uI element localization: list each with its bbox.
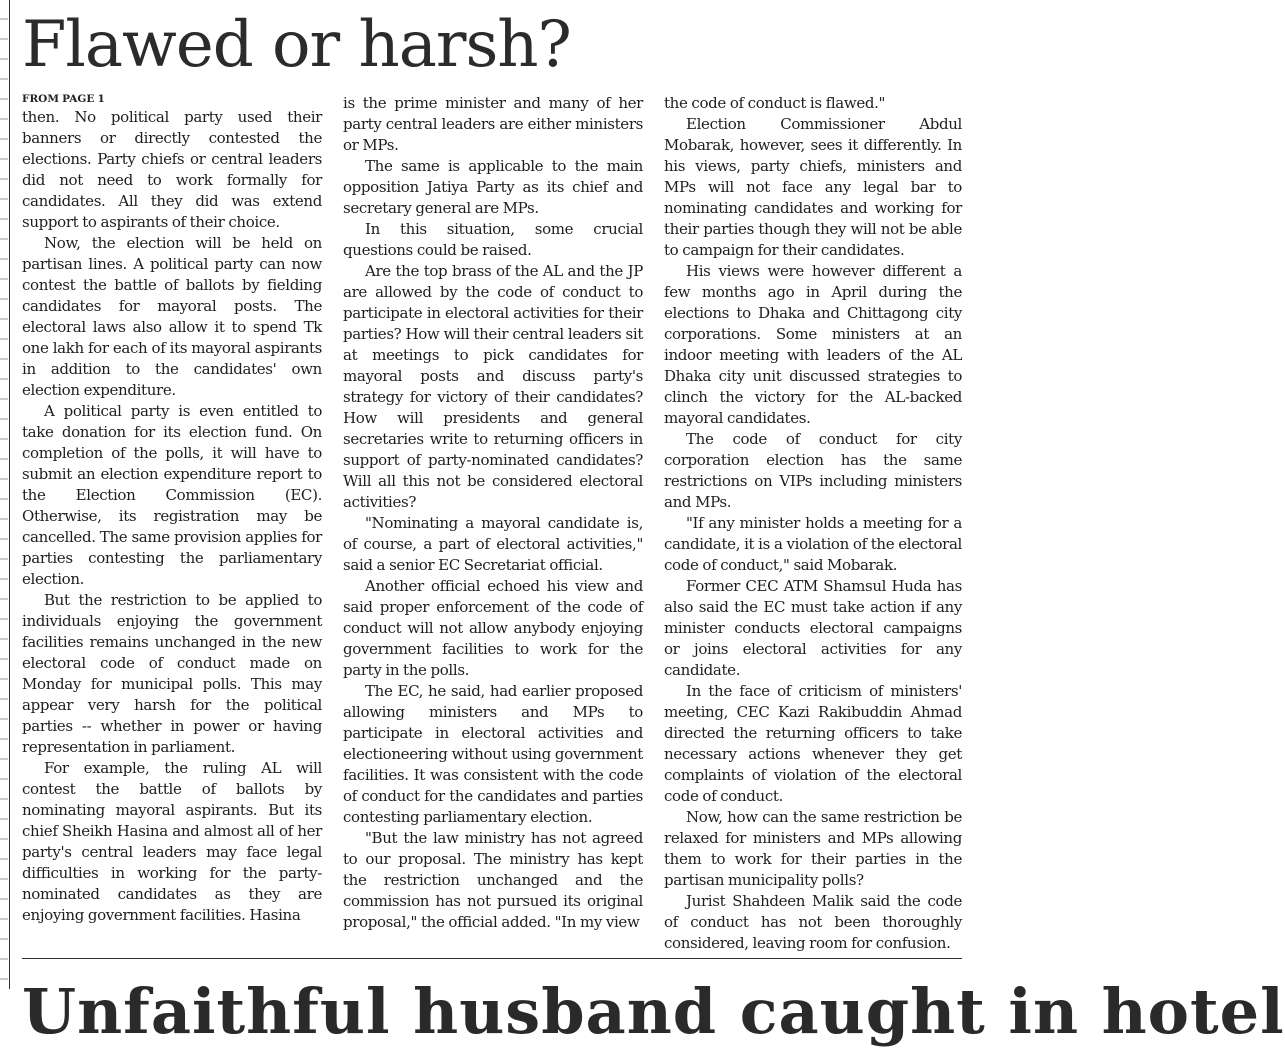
paragraph: A political party is even entitled to take donation for its election fund. On completion of the polls, it will have to submit an election expenditure report to the Election Commission (EC). Otherwise, its registration may be cancelled. The same provision applies for parties contesting the parliamentary election. [22, 402, 322, 588]
paragraph: Jurist Shahdeen Malik said the code of conduct has not been thoroughly considered, leaving room for confusion. [664, 892, 962, 952]
margin-ruler [0, 0, 8, 989]
paragraph: His views were however different a few months ago in April during the elections to Dhaka and Chittagong city corporations. Some ministers at an indoor meeting with leaders of the AL Dhaka city unit discussed strategies to clinch the victory for the AL-backed mayoral candidates. [664, 262, 962, 427]
paragraph: In this situation, some crucial questions could be raised. [343, 220, 643, 259]
paragraph: For example, the ruling AL will contest the battle of ballots by nominating mayoral aspirants. But its chief Sheikh Hasina and almost all of her party's central leaders may face legal difficulties in working for the party-nominated candidates as they are enjoying government facilities. Hasina [22, 759, 322, 924]
paragraph: Election Commissioner Abdul Mobarak, however, sees it differently. In his views, party chiefs, ministers and MPs will not face any legal bar to nominating candidates and working for their parties though they will not be able to campaign for their candidates. [664, 115, 962, 259]
next-article-headline [22, 967, 1285, 1048]
section-divider [22, 958, 962, 959]
paragraph: then. No political party used their banners or directly contested the elections. Party chiefs or central leaders did not need to work formally for candidates. All they did was extend support to aspirants of their choice. [22, 108, 322, 231]
column-3 [664, 93, 962, 954]
paragraph: The EC, he said, had earlier proposed allowing ministers and MPs to participate in electoral activities and electioneering without using government facilities. It was consistent with the code of conduct for the candidates and parties contesting parliamentary election. [343, 682, 643, 826]
column-1 [22, 93, 322, 926]
headline: Flawed or harsh? [22, 8, 571, 82]
column-2 [343, 93, 643, 933]
paragraph: Are the top brass of the AL and the JP are allowed by the code of conduct to participate in electoral activities for their parties? How will their central leaders sit at meetings to pick candidates for mayoral posts and discuss party's strategy for victory of their candidates? How will presidents and general secretaries write to returning officers in support of party-nominated candidates? Will all this not be considered electoral activities? [343, 262, 643, 511]
paragraph: Now, the election will be held on partisan lines. A political party can now contest the battle of ballots by fielding candidates for mayoral posts. The electoral laws also allow it to spend Tk one lakh for each of its mayoral aspirants in addition to the candidates' own election expenditure. [22, 234, 322, 399]
paragraph: But the restriction to be applied to individuals enjoying the government facilities remains unchanged in the new electoral code of conduct made on Monday for municipal polls. This may appear very harsh for the political parties -- whether in power or having representation in parliament. [22, 591, 322, 756]
next-headline-text: Unfaithful husband caught in hotel [22, 975, 1285, 1048]
paragraph: The code of conduct for city corporation election has the same restrictions on VIPs including ministers and MPs. [664, 430, 962, 511]
paragraph: In the face of criticism of ministers' meeting, CEC Kazi Rakibuddin Ahmad directed the returning officers to take necessary actions whenever they get complaints of violation of the electoral code of conduct. [664, 682, 962, 805]
paragraph: "But the law ministry has not agreed to our proposal. The ministry has kept the restriction unchanged and the commission has not pursued its original proposal," the official added. "In my view [343, 829, 643, 931]
paragraph: the code of conduct is flawed." [664, 94, 886, 112]
paragraph: is the prime minister and many of her party central leaders are either ministers or MPs. [343, 94, 643, 154]
article-body [22, 93, 962, 952]
paragraph: Now, how can the same restriction be relaxed for ministers and MPs allowing them to work for their parties in the partisan municipality polls? [664, 808, 962, 889]
paragraph: "If any minister holds a meeting for a candidate, it is a violation of the electoral code of conduct," said Mobarak. [664, 514, 962, 574]
paragraph: "Nominating a mayoral candidate is, of course, a part of electoral activities," said a senior EC Secretariat official. [343, 514, 643, 574]
column-rule-left [9, 0, 10, 989]
paragraph: Another official echoed his view and said proper enforcement of the code of conduct will not allow anybody enjoying government facilities to work for the party in the polls. [343, 577, 643, 679]
paragraph: The same is applicable to the main opposition Jatiya Party as its chief and secretary general are MPs. [343, 157, 643, 217]
paragraph: Former CEC ATM Shamsul Huda has also said the EC must take action if any minister conducts electoral campaigns or joins electoral activities for any candidate. [664, 577, 962, 679]
jump-label: FROM PAGE 1 [22, 93, 105, 105]
